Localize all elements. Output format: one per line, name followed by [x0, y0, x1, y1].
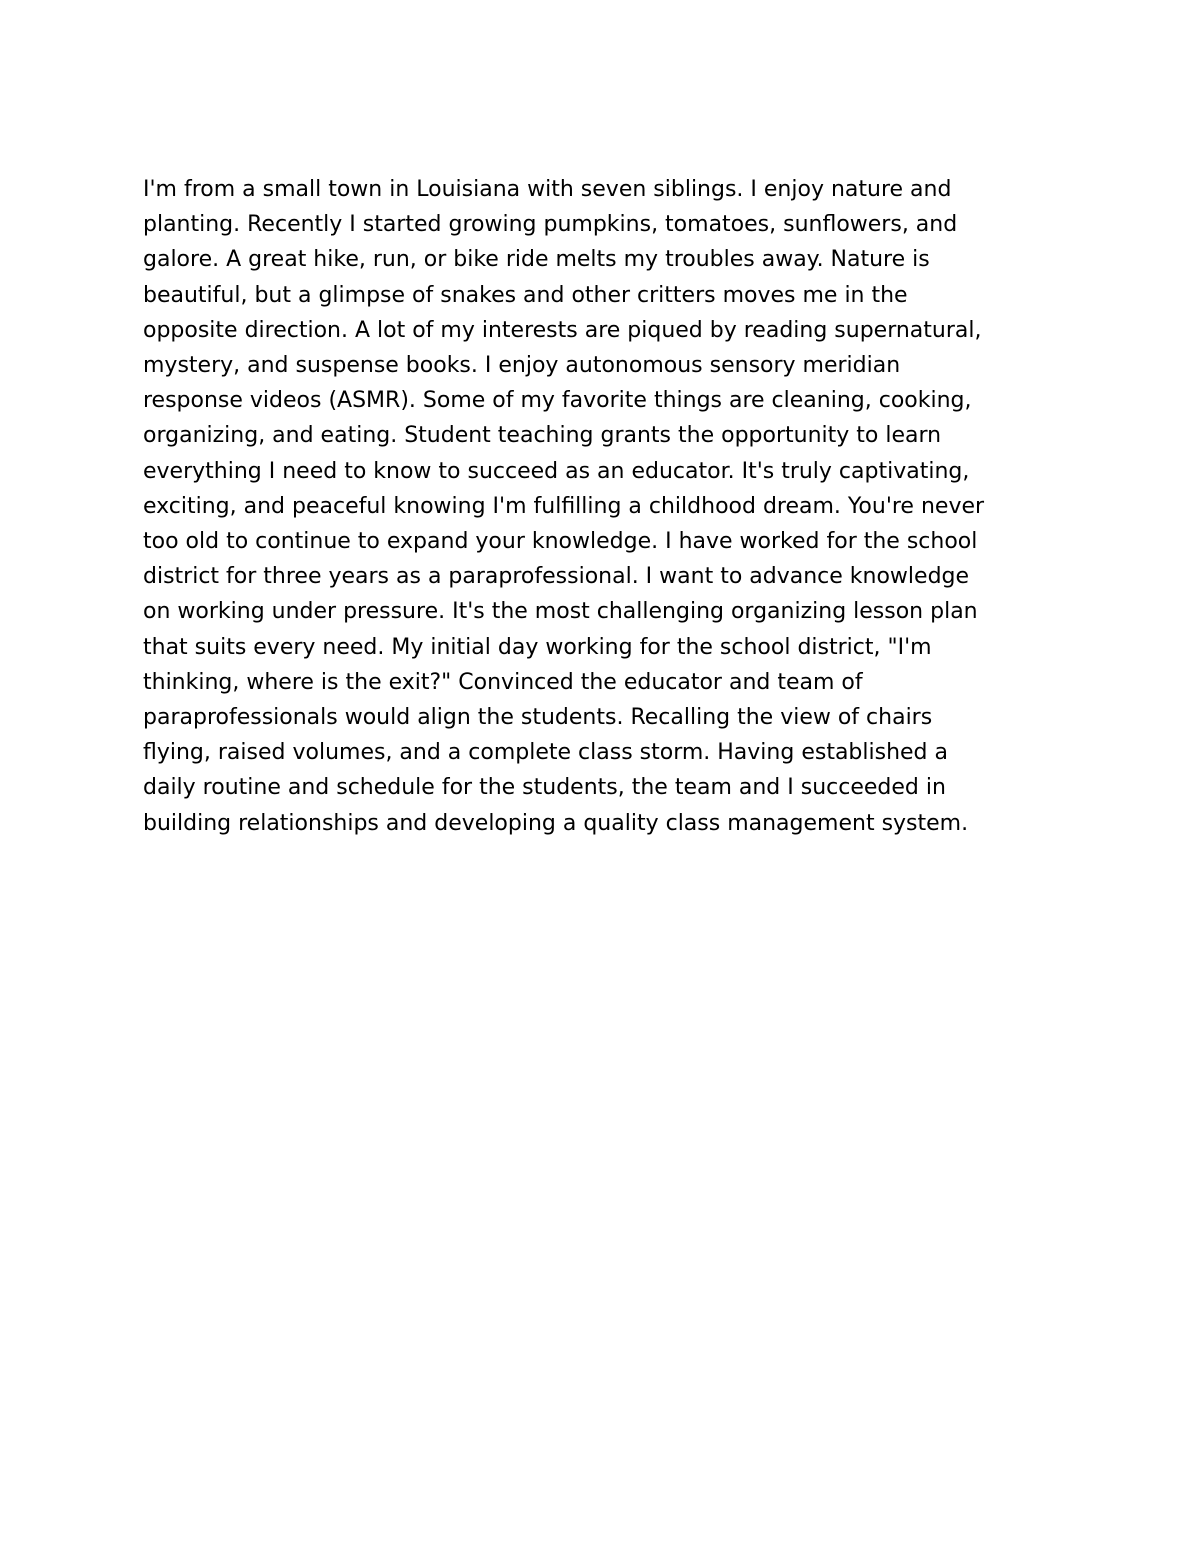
- paragraph-line: daily routine and schedule for the students, the team and I succeeded in: [143, 775, 946, 801]
- paragraph-line: planting. Recently I started growing pumpkins, tomatoes, sunflowers, and: [143, 212, 958, 238]
- paragraph-line: galore. A great hike, run, or bike ride melts my troubles away. Nature is: [143, 247, 930, 273]
- paragraph-line: paraprofessionals would align the students. Recalling the view of chairs: [143, 705, 933, 731]
- paragraph-line: organizing, and eating. Student teaching grants the opportunity to learn: [143, 423, 942, 449]
- paragraph-line: opposite direction. A lot of my interests are piqued by reading supernatural,: [143, 317, 982, 343]
- paragraph-line: beautiful, but a glimpse of snakes and other critters moves me in the: [143, 282, 908, 308]
- paragraph-line: mystery, and suspense books. I enjoy autonomous sensory meridian: [143, 353, 901, 379]
- paragraph-line: on working under pressure. It's the most challenging organizing lesson plan: [143, 599, 978, 625]
- paragraph-line: I'm from a small town in Louisiana with seven siblings. I enjoy nature and: [143, 177, 952, 202]
- paragraph-line: exciting, and peaceful knowing I'm fulfilling a childhood dream. You're never: [143, 493, 985, 519]
- paragraph-line: building relationships and developing a quality class management system.: [143, 810, 969, 836]
- paragraph-line: thinking, where is the exit?" Convinced the educator and team of: [143, 669, 863, 695]
- paragraph-line: district for three years as a paraprofessional. I want to advance knowledge: [143, 564, 970, 590]
- paragraph-line: flying, raised volumes, and a complete class storm. Having established a: [143, 740, 948, 766]
- body-paragraph: [143, 172, 1073, 841]
- paragraph-line: too old to continue to expand your knowledge. I have worked for the school: [143, 529, 978, 555]
- paragraph-line: response videos (ASMR). Some of my favorite things are cleaning, cooking,: [143, 388, 972, 414]
- paragraph-line: everything I need to know to succeed as an educator. It's truly captivating,: [143, 458, 970, 484]
- paragraph-line: that suits every need. My initial day working for the school district, "I'm: [143, 634, 932, 660]
